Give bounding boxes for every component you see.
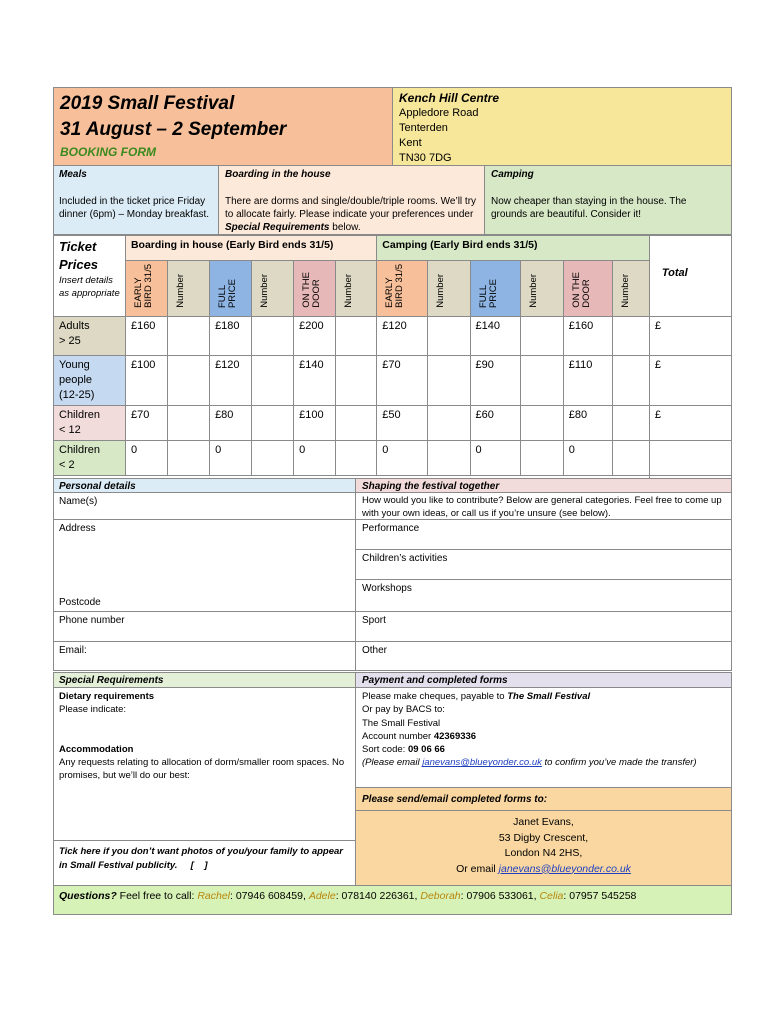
price-cell: £160 xyxy=(125,316,167,355)
col-number: Number xyxy=(427,261,470,317)
number-input-cell[interactable] xyxy=(167,440,210,475)
category-performance[interactable]: Performance xyxy=(355,519,732,550)
table-row xyxy=(54,405,732,440)
price-cell: £200 xyxy=(294,316,336,355)
col-early-bird: EARLY BIRD 31/5 xyxy=(377,261,428,317)
shaping-intro: How would you like to contribute? Below are general categories. Feel free to come up with your own ideas, or call us if you’re unsure (see below). xyxy=(355,492,732,520)
table-row xyxy=(54,440,732,475)
dietary-title: Dietary requirements xyxy=(59,691,155,702)
price-cell: £80 xyxy=(563,405,613,440)
questions-bar: Questions? Feel free to call: Rachel: 07946 608459, Adele: 078140 226361, Deborah: 07906 533061, Celia: 07957 545258 xyxy=(53,885,732,915)
photo-optout-checkbox[interactable]: Tick here if you don’t want photos of you/your family to appear in Small Festival publicity. [ ] xyxy=(53,840,356,886)
camping-title: Camping xyxy=(491,169,534,180)
contact-name: Rachel xyxy=(197,890,230,902)
price-cell: £70 xyxy=(125,405,167,440)
names-label: Name(s) xyxy=(59,496,98,507)
price-cell: £70 xyxy=(377,355,428,405)
category-sport[interactable]: Sport xyxy=(355,611,732,642)
col-number: Number xyxy=(335,261,377,317)
number-input-cell[interactable] xyxy=(335,316,377,355)
bacs-line: Or pay by BACS to: xyxy=(362,704,445,716)
phone-field[interactable] xyxy=(53,611,356,642)
payment-title: Payment and completed forms xyxy=(355,672,732,688)
total-cell[interactable] xyxy=(649,440,731,475)
special-requirements-field[interactable] xyxy=(53,687,356,841)
email-label: Email: xyxy=(59,645,87,656)
row-label-children-12: Children < 12 xyxy=(54,405,126,440)
send-email-line: Or email janevans@blueyonder.co.uk xyxy=(456,862,631,875)
number-input-cell[interactable] xyxy=(613,355,649,405)
boarding-header: Boarding in house (Early Bird ends 31/5) xyxy=(125,236,376,261)
venue-address-line: TN30 7DG xyxy=(399,152,452,164)
names-field[interactable] xyxy=(53,492,356,520)
payment-details xyxy=(355,687,732,788)
account-name: The Small Festival xyxy=(362,717,441,729)
col-full-price: FULL PRICE xyxy=(210,261,252,317)
price-cell: £100 xyxy=(125,355,167,405)
price-cell: 0 xyxy=(210,440,252,475)
price-cell: £60 xyxy=(470,405,521,440)
meals-title: Meals xyxy=(59,169,87,180)
col-on-the-door: ON THE DOOR xyxy=(563,261,613,317)
price-cell: £120 xyxy=(377,316,428,355)
ticket-title-2: Prices xyxy=(59,257,99,272)
venue-block xyxy=(392,87,732,166)
address-field[interactable] xyxy=(53,519,356,612)
camping-info xyxy=(484,165,732,235)
total-cell[interactable]: £ xyxy=(649,316,731,355)
ticket-prices-table xyxy=(53,235,732,492)
number-input-cell[interactable] xyxy=(613,440,649,475)
category-childrens-activities[interactable]: Children’s activities xyxy=(355,549,732,580)
number-input-cell[interactable] xyxy=(335,440,377,475)
contact-phone: : 07957 545258 xyxy=(563,890,637,902)
number-input-cell[interactable] xyxy=(521,355,564,405)
contact-name: Deborah xyxy=(420,890,461,902)
meals-info xyxy=(53,165,219,235)
col-full-price: FULL PRICE xyxy=(470,261,521,317)
table-row xyxy=(54,355,732,405)
total-header: Total xyxy=(649,236,731,317)
number-input-cell[interactable] xyxy=(167,355,210,405)
ticket-title-1: Ticket xyxy=(59,239,97,254)
row-label-young-people: Young people (12-25) xyxy=(54,355,126,405)
contact-name: Adele xyxy=(308,890,336,902)
contact-phone: : 07946 608459, xyxy=(230,890,309,902)
title-line-2: 31 August – 2 September xyxy=(60,119,287,140)
price-cell: £100 xyxy=(294,405,336,440)
venue-name: Kench Hill Centre xyxy=(399,91,500,105)
number-input-cell[interactable] xyxy=(251,405,294,440)
price-cell: £160 xyxy=(563,316,613,355)
shaping-title: Shaping the festival together xyxy=(355,478,732,493)
price-cell: £140 xyxy=(470,316,521,355)
venue-address-line: Tenterden xyxy=(399,122,448,134)
phone-label: Phone number xyxy=(59,615,125,626)
special-requirements-ref: Special Requirements xyxy=(225,222,330,233)
price-cell: 0 xyxy=(125,440,167,475)
number-input-cell[interactable] xyxy=(521,440,564,475)
cheque-line: Please make cheques, payable to The Small Festival xyxy=(362,691,591,702)
title-block xyxy=(53,87,393,166)
col-number: Number xyxy=(521,261,564,317)
row-label-adults: Adults > 25 xyxy=(54,316,126,355)
contact-phone: : 078140 226361, xyxy=(335,890,421,902)
dietary-text: Please indicate: xyxy=(59,704,127,715)
send-forms-title: Please send/email completed forms to: xyxy=(355,787,732,811)
camping-text: Now cheaper than staying in the house. The grounds are beautiful. Consider it! xyxy=(491,196,687,220)
number-input-cell[interactable] xyxy=(427,405,470,440)
number-input-cell[interactable] xyxy=(167,316,210,355)
contact-phone: : 07906 533061, xyxy=(460,890,540,902)
total-cell[interactable]: £ xyxy=(649,355,731,405)
category-workshops[interactable]: Workshops xyxy=(355,579,732,612)
postcode-label: Postcode xyxy=(59,597,101,608)
col-on-the-door: ON THE DOOR xyxy=(294,261,336,317)
price-cell: 0 xyxy=(294,440,336,475)
send-address-line: 53 Digby Crescent, xyxy=(498,831,589,844)
category-other[interactable]: Other xyxy=(355,641,732,671)
number-input-cell[interactable] xyxy=(521,405,564,440)
venue-address-line: Appledore Road xyxy=(399,107,479,119)
col-number: Number xyxy=(167,261,210,317)
number-input-cell[interactable] xyxy=(613,405,649,440)
number-input-cell[interactable] xyxy=(613,316,649,355)
number-input-cell[interactable] xyxy=(521,316,564,355)
price-cell: £120 xyxy=(210,355,252,405)
accommodation-title: Accommodation xyxy=(59,744,134,755)
number-input-cell[interactable] xyxy=(251,355,294,405)
price-cell: £110 xyxy=(563,355,613,405)
send-email-link[interactable]: janevans@blueyonder.co.uk xyxy=(498,862,631,875)
price-cell: 0 xyxy=(377,440,428,475)
address-label: Address xyxy=(59,523,96,534)
camping-header: Camping (Early Bird ends 31/5) xyxy=(377,236,650,261)
send-address-block xyxy=(355,810,732,886)
send-address-line: Janet Evans, xyxy=(513,816,574,828)
transfer-confirm-line: (Please email janevans@blueyonder.co.uk to confirm you’ve made the transfer) xyxy=(362,757,697,769)
price-cell: 0 xyxy=(470,440,521,475)
price-cell: 0 xyxy=(563,440,613,475)
boarding-text: There are dorms and single/double/triple rooms. We’ll try to allocate fairly. Please indicate your preferences under Special Requirements below. xyxy=(225,196,477,233)
col-number: Number xyxy=(613,261,649,317)
send-address-line: London N4 2HS, xyxy=(504,847,583,859)
questions-label: Questions? xyxy=(59,890,117,902)
email-field[interactable] xyxy=(53,641,356,671)
price-cell: £180 xyxy=(210,316,252,355)
sort-code-line: Sort code: 09 06 66 xyxy=(362,744,445,756)
number-input-cell[interactable] xyxy=(251,440,294,475)
boarding-title: Boarding in the house xyxy=(225,169,331,180)
ticket-hint: Insert details as appropriate xyxy=(59,275,120,299)
title-line-1: 2019 Small Festival xyxy=(60,93,235,114)
number-input-cell[interactable] xyxy=(427,316,470,355)
number-input-cell[interactable] xyxy=(167,405,210,440)
number-input-cell[interactable] xyxy=(251,316,294,355)
number-input-cell[interactable] xyxy=(335,405,377,440)
booking-form-label: BOOKING FORM xyxy=(60,145,156,159)
confirm-email-link[interactable]: janevans@blueyonder.co.uk xyxy=(422,757,542,769)
col-early-bird: EARLY BIRD 31/5 xyxy=(125,261,167,317)
boarding-info xyxy=(218,165,485,235)
personal-details-title: Personal details xyxy=(53,478,356,493)
number-input-cell[interactable] xyxy=(335,355,377,405)
price-cell: £140 xyxy=(294,355,336,405)
special-requirements-title: Special Requirements xyxy=(53,672,356,688)
contact-name: Celia xyxy=(539,890,564,902)
account-number-line: Account number 42369336 xyxy=(362,730,477,742)
price-cell: £80 xyxy=(210,405,252,440)
number-input-cell[interactable] xyxy=(427,440,470,475)
row-label-children-2: Children < 2 xyxy=(54,440,126,475)
venue-address-line: Kent xyxy=(399,137,422,149)
col-number: Number xyxy=(251,261,294,317)
table-row xyxy=(54,316,732,355)
number-input-cell[interactable] xyxy=(427,355,470,405)
ticket-prices-header xyxy=(54,236,126,317)
total-cell[interactable]: £ xyxy=(649,405,731,440)
price-cell: £90 xyxy=(470,355,521,405)
price-cell: £50 xyxy=(377,405,428,440)
accommodation-text: Any requests relating to allocation of dorm/smaller room spaces. No promises, but we’ll do our best: xyxy=(59,757,345,781)
meals-text: Included in the ticket price Friday dinner (6pm) – Monday breakfast. xyxy=(59,196,210,220)
